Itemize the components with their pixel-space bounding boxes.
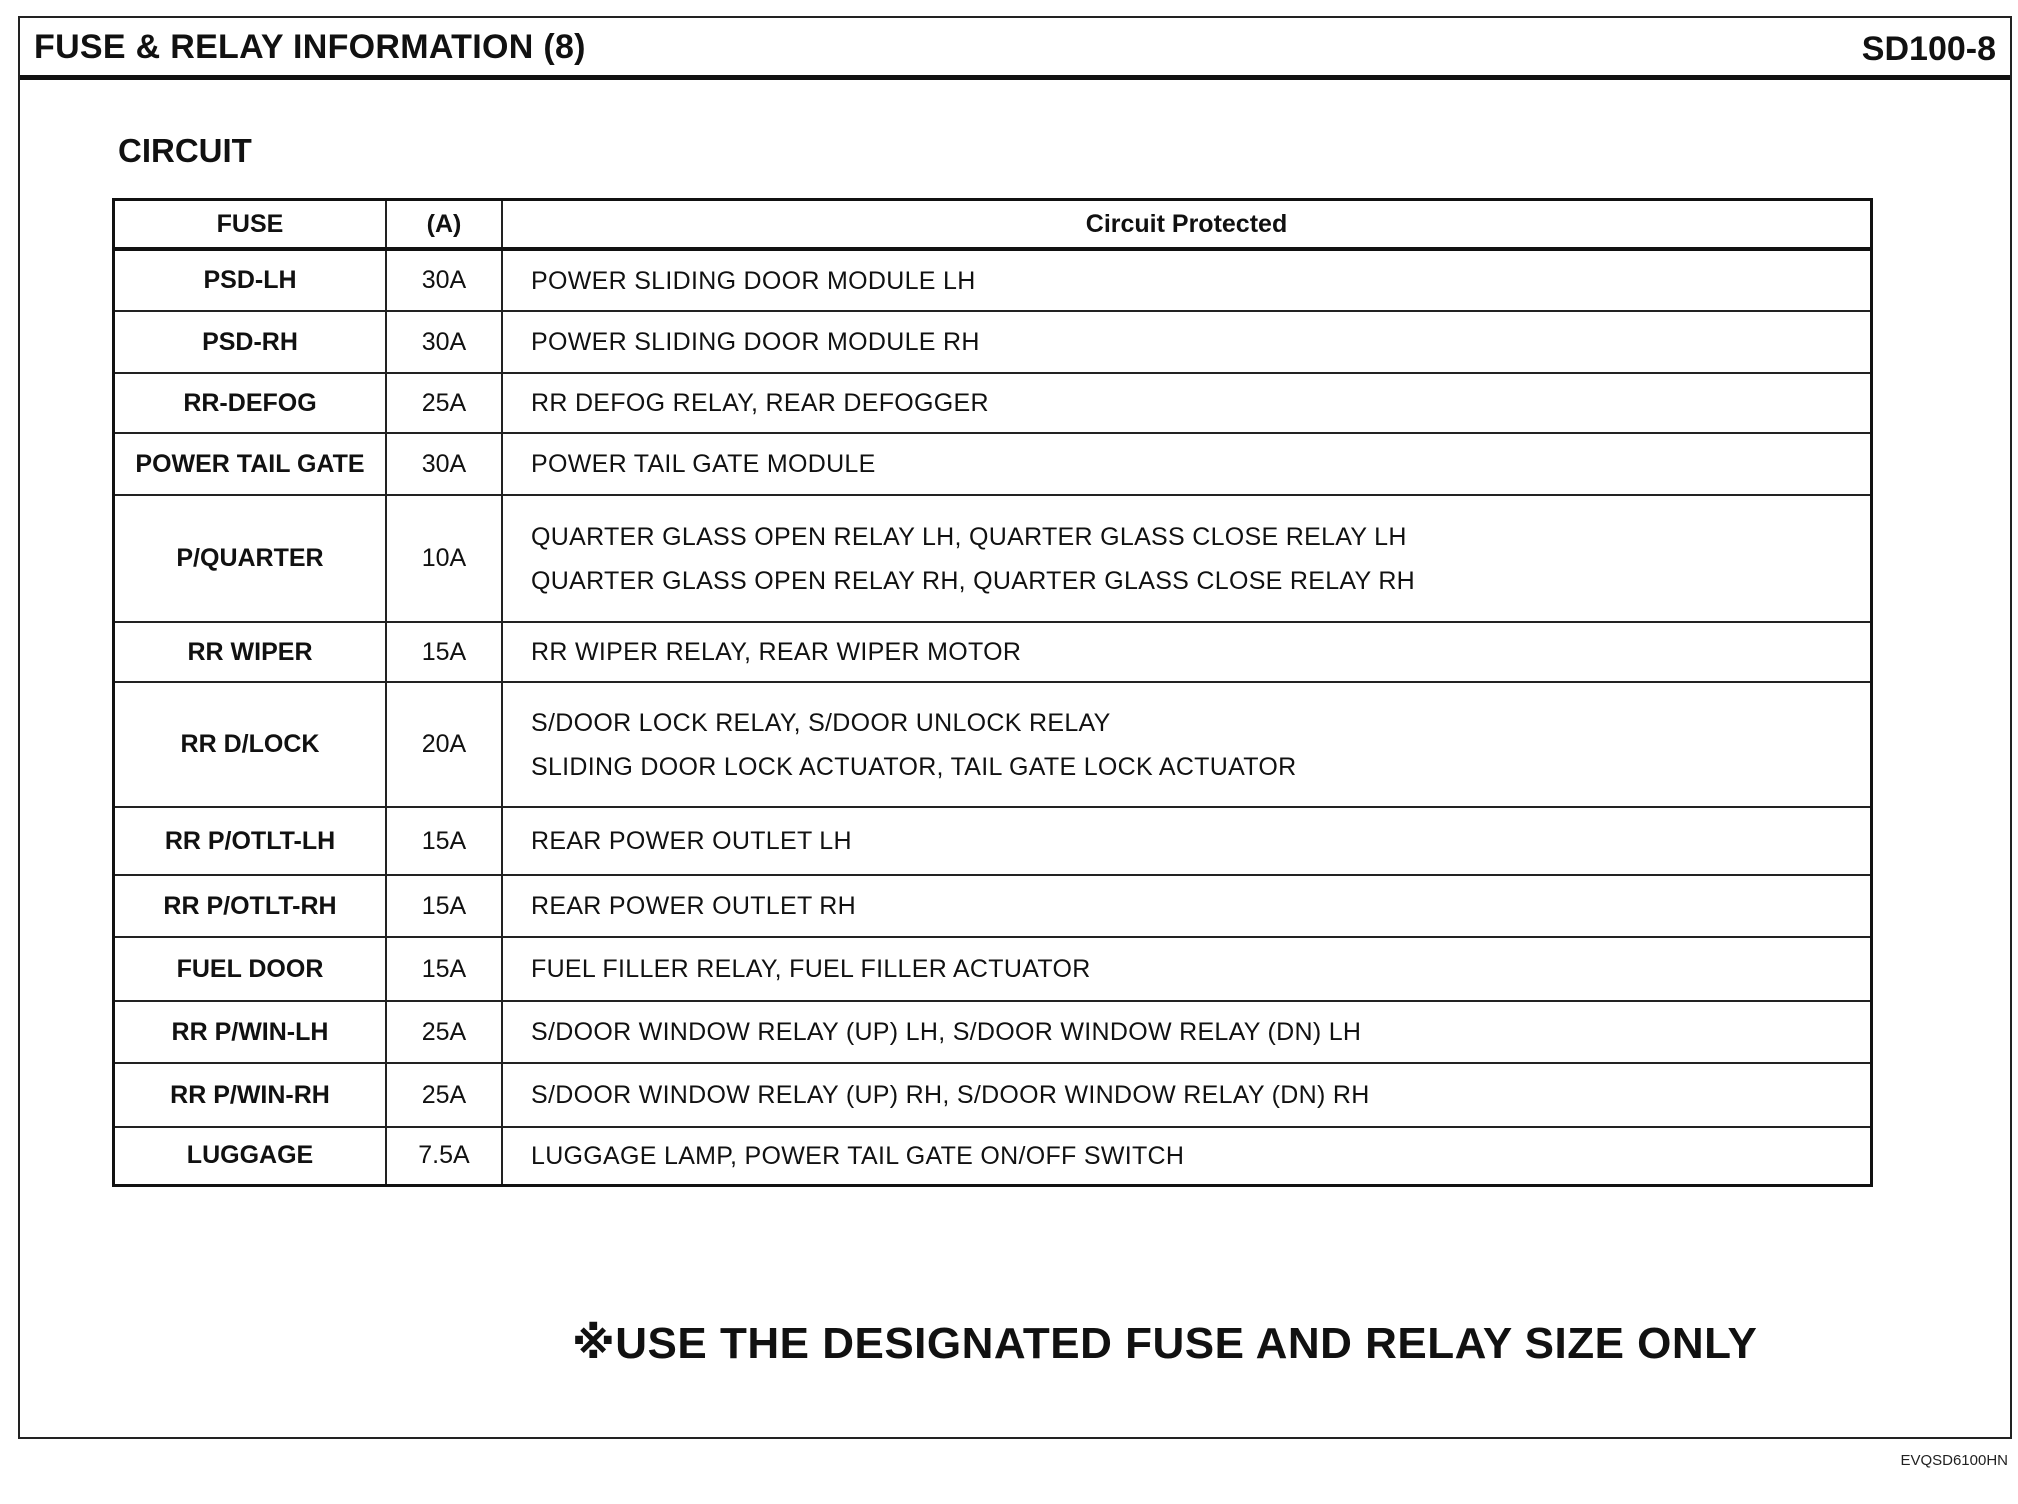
circuit-line: FUEL FILLER RELAY, FUEL FILLER ACTUATOR — [531, 955, 1091, 983]
fuse-rating-cell: 25A — [386, 373, 502, 433]
table-row — [114, 1001, 1872, 1063]
fuse-rating-cell: 25A — [386, 1001, 502, 1063]
column-header-fuse: FUSE — [114, 200, 387, 250]
document-code: EVQSD6100HN — [1900, 1452, 2008, 1469]
fuse-rating-cell: 10A — [386, 495, 502, 622]
fuse-rating-cell: 30A — [386, 311, 502, 373]
table-row — [114, 433, 1872, 495]
circuit-protected-cell — [502, 249, 1872, 311]
table-row — [114, 682, 1872, 807]
circuit-line: POWER SLIDING DOOR MODULE RH — [531, 328, 980, 356]
fuse-name-cell: RR-DEFOG — [114, 373, 387, 433]
table-row — [114, 875, 1872, 937]
header-bar — [20, 18, 2010, 80]
circuit-line: S/DOOR LOCK RELAY, S/DOOR UNLOCK RELAY — [531, 708, 1111, 737]
circuit-protected-cell — [502, 875, 1872, 937]
circuit-protected-cell — [502, 1001, 1872, 1063]
circuit-protected-cell — [502, 937, 1872, 1001]
circuit-line: QUARTER GLASS OPEN RELAY RH, QUARTER GLASS CLOSE RELAY RH — [531, 566, 1416, 595]
circuit-protected-cell — [502, 1127, 1872, 1185]
fuse-name-cell: PSD-LH — [114, 249, 387, 311]
circuit-line: POWER SLIDING DOOR MODULE LH — [531, 266, 976, 295]
fuse-name-cell: P/QUARTER — [114, 495, 387, 622]
page-title: FUSE & RELAY INFORMATION (8) — [34, 28, 586, 66]
circuit-protected-cell — [502, 682, 1872, 807]
fuse-name-cell: RR P/WIN-RH — [114, 1063, 387, 1127]
column-header-amps: (A) — [386, 200, 502, 250]
page-code: SD100-8 — [1861, 30, 1996, 68]
table-row — [114, 1127, 1872, 1185]
fuse-name-cell: POWER TAIL GATE — [114, 433, 387, 495]
warning-note: ※USE THE DESIGNATED FUSE AND RELAY SIZE ONLY — [572, 1319, 1758, 1368]
table-body — [114, 249, 1872, 1185]
table-row — [114, 1063, 1872, 1127]
fuse-name-cell: RR P/OTLT-LH — [114, 807, 387, 875]
fuse-rating-cell: 15A — [386, 622, 502, 682]
circuit-protected-cell — [502, 373, 1872, 433]
circuit-line: REAR POWER OUTLET LH — [531, 827, 852, 855]
table-row — [114, 495, 1872, 622]
circuit-protected-cell — [502, 433, 1872, 495]
circuit-protected-cell — [502, 622, 1872, 682]
circuit-line: RR DEFOG RELAY, REAR DEFOGGER — [531, 389, 989, 417]
fuse-table — [112, 198, 1873, 1187]
table-row — [114, 622, 1872, 682]
fuse-rating-cell: 30A — [386, 249, 502, 311]
circuit-line: RR WIPER RELAY, REAR WIPER MOTOR — [531, 638, 1022, 666]
table-row — [114, 373, 1872, 433]
circuit-protected-cell — [502, 495, 1872, 622]
section-heading: CIRCUIT — [118, 132, 252, 169]
table-row — [114, 807, 1872, 875]
table-row — [114, 249, 1872, 311]
fuse-rating-cell: 25A — [386, 1063, 502, 1127]
fuse-name-cell: FUEL DOOR — [114, 937, 387, 1001]
fuse-name-cell: PSD-RH — [114, 311, 387, 373]
circuit-line: S/DOOR WINDOW RELAY (UP) LH, S/DOOR WINDOW RELAY (DN) LH — [531, 1018, 1362, 1046]
circuit-line: S/DOOR WINDOW RELAY (UP) RH, S/DOOR WINDOW RELAY (DN) RH — [531, 1081, 1370, 1109]
circuit-line: REAR POWER OUTLET RH — [531, 892, 857, 920]
circuit-protected-cell — [502, 807, 1872, 875]
fuse-rating-cell: 30A — [386, 433, 502, 495]
table-row — [114, 937, 1872, 1001]
fuse-rating-cell: 15A — [386, 807, 502, 875]
circuit-line: POWER TAIL GATE MODULE — [531, 450, 876, 478]
fuse-rating-cell: 20A — [386, 682, 502, 807]
fuse-name-cell: RR D/LOCK — [114, 682, 387, 807]
fuse-rating-cell: 15A — [386, 937, 502, 1001]
fuse-rating-cell: 7.5A — [386, 1127, 502, 1185]
fuse-name-cell: RR P/OTLT-RH — [114, 875, 387, 937]
fuse-rating-cell: 15A — [386, 875, 502, 937]
fuse-name-cell: LUGGAGE — [114, 1127, 387, 1185]
circuit-protected-cell — [502, 1063, 1872, 1127]
circuit-line: LUGGAGE LAMP, POWER TAIL GATE ON/OFF SWITCH — [531, 1141, 1185, 1170]
circuit-protected-cell — [502, 311, 1872, 373]
column-header-circuit: Circuit Protected — [502, 200, 1872, 250]
circuit-line: SLIDING DOOR LOCK ACTUATOR, TAIL GATE LOCK ACTUATOR — [531, 752, 1297, 781]
fuse-name-cell: RR P/WIN-LH — [114, 1001, 387, 1063]
table-row — [114, 311, 1872, 373]
table-header-row — [114, 200, 1872, 250]
fuse-name-cell: RR WIPER — [114, 622, 387, 682]
circuit-line: QUARTER GLASS OPEN RELAY LH, QUARTER GLASS CLOSE RELAY LH — [531, 522, 1407, 551]
